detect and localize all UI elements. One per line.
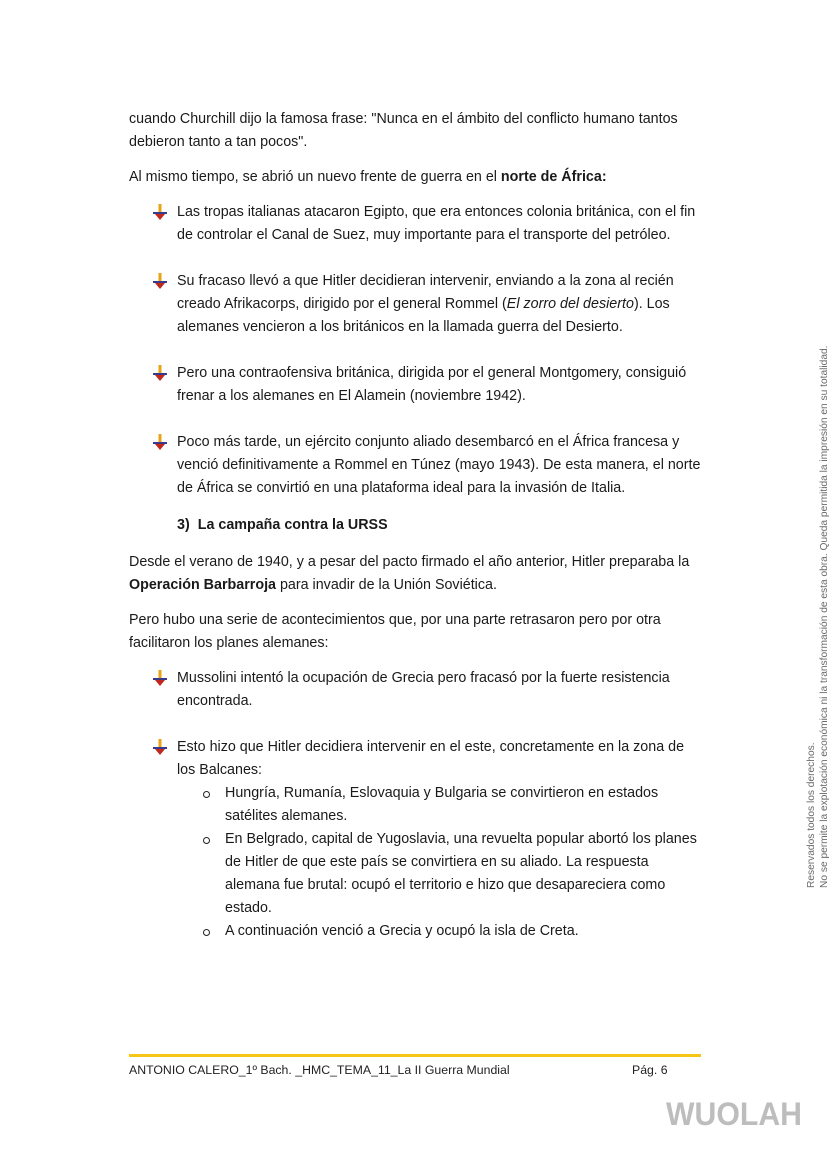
africa-bullet-2-end: ). Los alemanes vencieron a los británicos en la llamada guerra del Desierto. (177, 296, 670, 335)
balkans-sub-3-text: A continuación venció a Grecia y ocupó la isla de Creta. (225, 923, 579, 939)
list-item (153, 270, 701, 339)
copyright-notice (805, 268, 831, 888)
paragraph-barbarroja (129, 551, 701, 597)
circle-bullet-icon (203, 791, 210, 798)
africa-bullet-2-text: Su fracaso llevó a que Hitler decidieran intervenir, enviando a la zona al recién creado Afrikacorps, dirigido por el general Rommel ( (177, 273, 674, 312)
list-item (153, 431, 701, 500)
document-body (129, 108, 701, 943)
footer-title: ANTONIO CALERO_1º Bach. _HMC_TEMA_11_La II Guerra Mundial (129, 1063, 510, 1077)
circle-bullet-icon (203, 837, 210, 844)
africa-bullet-2-italic: El zorro del desierto (506, 296, 634, 312)
circle-bullet-icon (203, 929, 210, 936)
list-item (153, 667, 701, 713)
africa-bullet-1-text: Las tropas italianas atacaron Egipto, que era entonces colonia británica, con el fin de controlar el Canal de Suez, muy importante para el transporte del petróleo. (177, 204, 696, 243)
urss-bullet-list (153, 667, 701, 943)
barbarroja-text-end: para invadir de la Unión Soviética. (276, 577, 497, 593)
balkans-sub-1-text: Hungría, Rumanía, Eslovaquia y Bulgaria se convirtieron en estados satélites alemanes. (225, 785, 659, 824)
africa-bullet-4-text: Poco más tarde, un ejército conjunto aliado desembarcó en el África francesa y venció definitivamente a Rommel en Túnez (mayo 1943). De esta manera, el norte de África se convirtió en una plataforma ideal para la invasión de Italia. (177, 434, 701, 496)
africa-bullet-3-text: Pero una contraofensiva británica, dirigida por el general Montgomery, consiguió frenar a los alemanes en El Alamein (noviembre 1942). (177, 365, 687, 404)
barbarroja-bold: Operación Barbarroja (129, 577, 276, 593)
arrow-bullet-icon (153, 273, 167, 289)
copyright-line-2: No se permite la explotación económica ni la transformación de esta obra. Queda permitida la impresión en su totalidad. (819, 345, 830, 888)
list-item (201, 920, 701, 943)
list-item (153, 201, 701, 247)
list-item (153, 362, 701, 408)
page-number: Pág. 6 (632, 1063, 668, 1077)
urss-bullet-1-text: Mussolini intentó la ocupación de Grecia pero fracasó por la fuerte resistencia encontrada. (177, 670, 670, 709)
balkans-sub-list (201, 782, 701, 943)
arrow-bullet-icon (153, 204, 167, 220)
list-item (201, 828, 701, 920)
section-number: 3) (177, 517, 190, 533)
section-title: La campaña contra la URSS (197, 517, 388, 533)
list-item (153, 736, 701, 943)
wuolah-logo (666, 1094, 806, 1132)
copyright-line-1: Reservados todos los derechos. (806, 742, 817, 888)
arrow-bullet-icon (153, 670, 167, 686)
africa-intro-text: Al mismo tiempo, se abrió un nuevo frente de guerra en el (129, 169, 501, 185)
footer-rule (129, 1054, 701, 1057)
arrow-bullet-icon (153, 365, 167, 381)
africa-intro-bold: norte de África: (500, 169, 607, 185)
arrow-bullet-icon (153, 739, 167, 755)
list-item (201, 782, 701, 828)
balkans-sub-2-text: En Belgrado, capital de Yugoslavia, una revuelta popular abortó los planes de Hitler de que este país se convirtiera en su aliado. La respuesta alemana fue brutal: ocupó el territorio e hizo que desapareciera como estado. (225, 831, 697, 916)
paragraph-churchill: cuando Churchill dijo la famosa frase: "Nunca en el ámbito del conflicto humano tantos debieron tanto a tan pocos". (129, 111, 678, 150)
section-heading-urss (177, 514, 701, 537)
wuolah-logo-text: WUOLAH (666, 1096, 802, 1132)
arrow-bullet-icon (153, 434, 167, 450)
paragraph-africa-intro (129, 166, 701, 189)
paragraph-acontecimientos: Pero hubo una serie de acontecimientos que, por una parte retrasaron pero por otra facilitaron los planes alemanes: (129, 612, 661, 651)
barbarroja-text-start: Desde el verano de 1940, y a pesar del pacto firmado el año anterior, Hitler preparaba la (129, 554, 690, 570)
africa-bullet-list (153, 201, 701, 500)
urss-bullet-2-text: Esto hizo que Hitler decidiera intervenir en el este, concretamente en la zona de los Balcanes: (177, 739, 685, 778)
